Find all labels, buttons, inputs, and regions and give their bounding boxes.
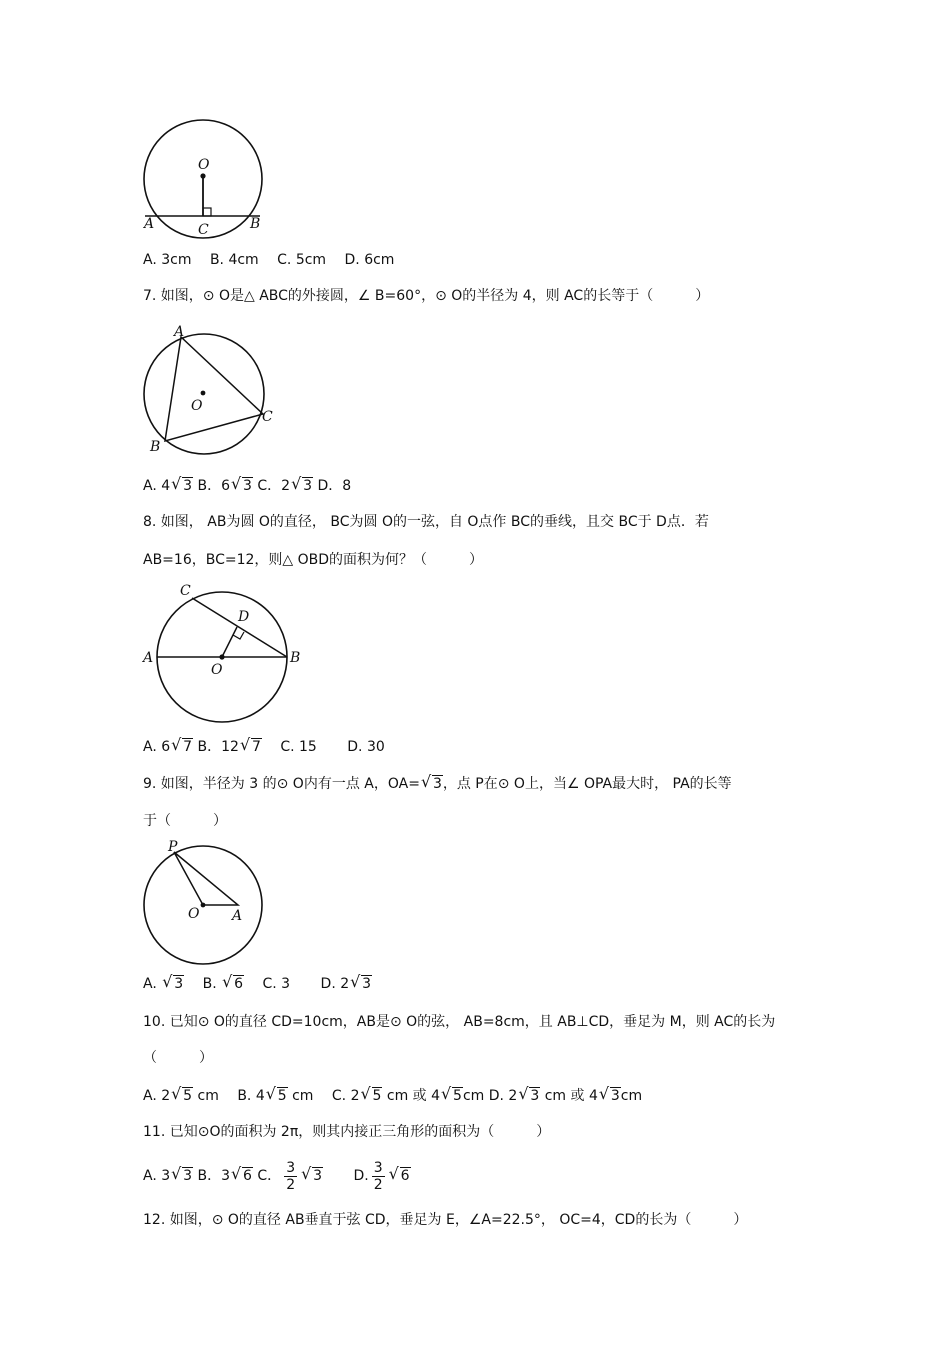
q6-options [143, 250, 394, 270]
q11-options [143, 1156, 411, 1196]
q6-option-d[interactable]: D. 6cm [344, 252, 395, 268]
q8-option-a[interactable]: A. 6√ 7 [143, 739, 193, 755]
q11-option-a[interactable]: A. 3√ 3 [143, 1168, 193, 1184]
q10-option-a[interactable]: A. 2√ 5 cm [143, 1088, 219, 1104]
label-a: A [143, 650, 154, 666]
q8-options [143, 737, 385, 757]
q9-option-a[interactable]: A. √ 3 [143, 976, 184, 992]
label-o: O [191, 398, 203, 414]
q10-option-c[interactable]: C. 2√ 5 cm 或 4√ 5cm [332, 1088, 484, 1104]
q8-option-b[interactable]: B．12√ 7 [198, 739, 262, 755]
label-a: A [174, 324, 185, 340]
label-c: C [180, 583, 191, 599]
q7-option-c[interactable]: C．2√ 3 [257, 478, 313, 494]
q6-option-a[interactable]: A. 3cm [143, 252, 192, 268]
center-point [200, 173, 205, 178]
triangle-opa [174, 852, 238, 905]
label-c: C [198, 222, 209, 238]
figure-inscribed-triangle [140, 322, 280, 457]
q8-stem-line1: 8. 如图， AB为圆 O的直径， BC为圆 O的一弦，自 O点作 BC的垂线，且交 BC于 D点．若 [143, 514, 709, 530]
q10-stem-line1: 10. 已知⊙ O的直径 CD=10cm，AB是⊙ O的弦， AB=8cm，且 AB⊥CD，垂足为 M，则 AC的长为 [143, 1014, 776, 1030]
q11-option-c[interactable]: C． $\frac{3}{2}$ √ 3 [257, 1168, 323, 1184]
label-o: O [198, 157, 210, 173]
q11-option-d[interactable]: D. $\frac{3}{2}$ √ 6 [353, 1168, 410, 1184]
q9-option-d[interactable]: D. 2√ 3 [321, 976, 373, 992]
q9-stem-line2: 于（ ） [143, 813, 227, 829]
q7-option-a[interactable]: A. 4√ 3 [143, 478, 193, 494]
label-o: O [188, 906, 200, 922]
q6-option-c[interactable]: C. 5cm [277, 252, 327, 268]
chord-bc [192, 598, 287, 657]
label-b: B [290, 650, 301, 666]
q8-stem-line2: AB=16，BC=12，则△ OBD的面积为何？（ ） [143, 552, 484, 568]
q10-option-b[interactable]: B. 4√ 5 cm [237, 1088, 313, 1104]
q11-stem: 11. 已知⊙O的面积为 2π，则其内接正三角形的面积为（ ） [143, 1124, 551, 1140]
label-a: A [144, 216, 155, 232]
label-d: D [238, 609, 250, 625]
q7-option-b[interactable]: B．6√ 3 [198, 478, 253, 494]
q9-option-c[interactable]: C. 3 [262, 976, 291, 992]
figure-chord-perpendicular [140, 118, 270, 240]
label-c: C [262, 409, 273, 425]
q10-options [143, 1086, 642, 1106]
center-point [219, 654, 224, 659]
segment-od [222, 627, 237, 657]
label-b: B [150, 439, 161, 455]
label-b: B [250, 216, 261, 232]
q12-stem: 12. 如图，⊙ O的直径 AB垂直于弦 CD，垂足为 E，∠A=22.5°， OC=4，CD的长为（ ） [143, 1212, 748, 1228]
q7-stem: 7. 如图，⊙ O是△ ABC的外接圆，∠ B=60°，⊙ O的半径为 4，则 AC的长等于（ ） [143, 288, 710, 304]
right-angle-mark [203, 208, 211, 216]
q7-option-d[interactable]: D．8 [317, 478, 352, 494]
q9-option-b[interactable]: B. √ 6 [203, 976, 244, 992]
label-a: A [232, 908, 243, 924]
q10-option-d[interactable]: D. 2√ 3 cm 或 4√ 3cm [489, 1088, 642, 1104]
q7-options [143, 476, 351, 496]
q11-option-b[interactable]: B．3√ 6 [198, 1168, 253, 1184]
label-p: P [168, 839, 178, 855]
q9-options [143, 974, 372, 994]
center-point [201, 903, 206, 908]
figure-point-inside-circle [140, 838, 270, 968]
q8-option-c[interactable]: C. 15 [280, 739, 317, 755]
label-o: O [211, 662, 223, 678]
center-point [201, 391, 206, 396]
q8-option-d[interactable]: D. 30 [347, 739, 385, 755]
figure-diameter-chord [140, 578, 305, 723]
q6-option-b[interactable]: B. 4cm [209, 252, 259, 268]
q9-stem-line1: 9. 如图，半径为 3 的⊙ O内有一点 A，OA=√ 3，点 P在⊙ O上，当∠ OPA最大时， PA的长等 [143, 774, 732, 794]
q10-stem-line2: （ ） [143, 1050, 213, 1066]
